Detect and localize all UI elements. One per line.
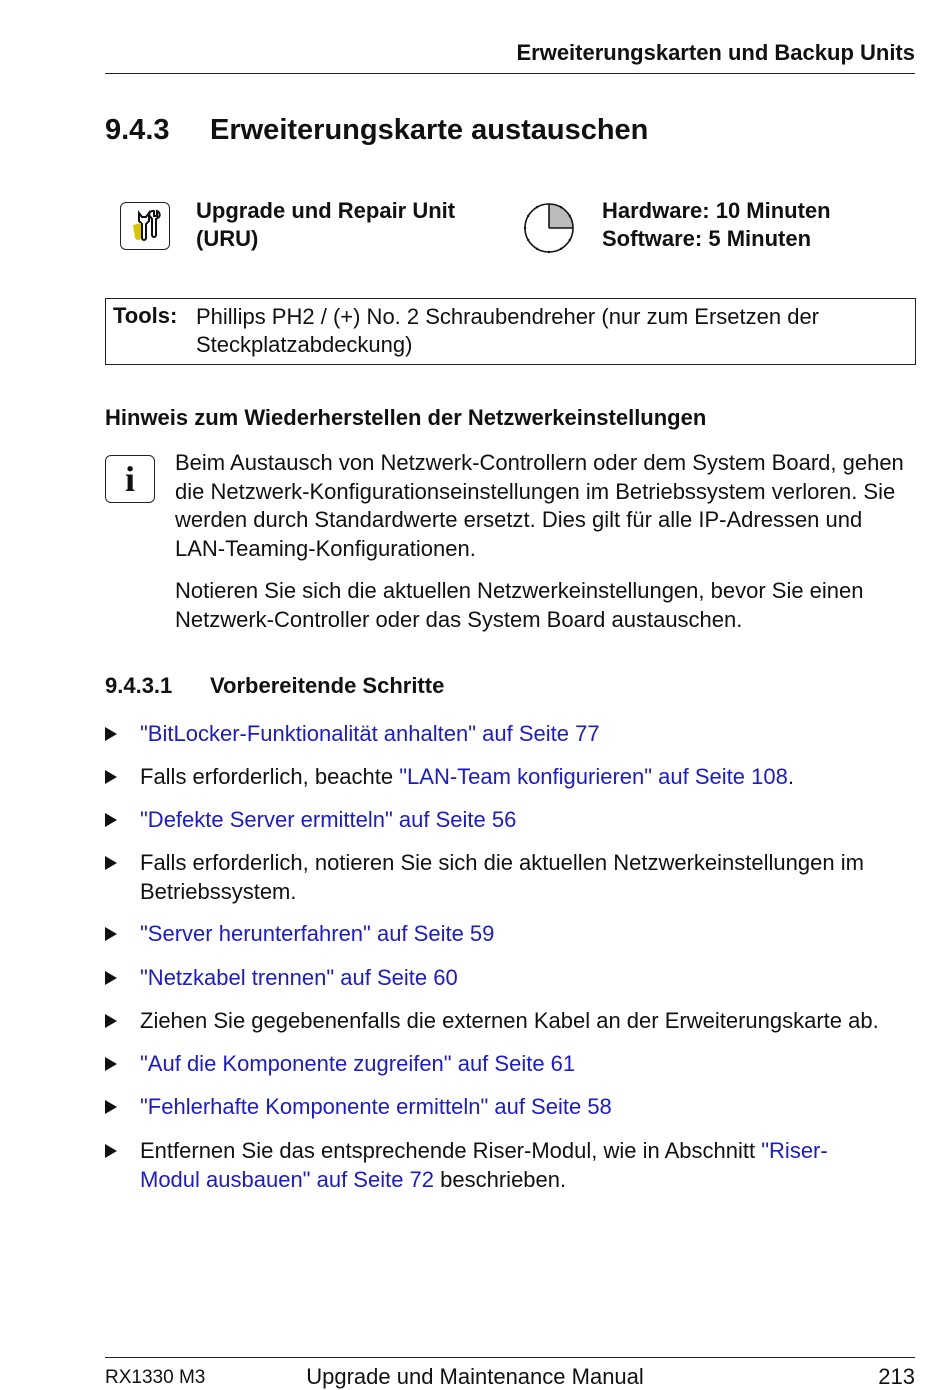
- time-software: Software: 5 Minuten: [602, 226, 812, 251]
- step-text: Falls erforderlich, notieren Sie sich die aktuellen Netzwerkeinstellungen im Betriebssystem.: [140, 850, 864, 904]
- cross-reference-link[interactable]: "Server herunterfahren" auf Seite 59: [140, 921, 495, 946]
- section-title: Erweiterungskarte austauschen: [210, 114, 649, 146]
- page-number: 213: [878, 1364, 915, 1389]
- time-hardware: Hardware: 10 Minuten: [602, 198, 831, 223]
- bullet-arrow-icon: [105, 1100, 117, 1114]
- footer-rule: [105, 1357, 915, 1358]
- section-number: 9.4.3: [105, 114, 170, 146]
- cross-reference-link[interactable]: "Auf die Komponente zugreifen" auf Seite 61: [140, 1051, 576, 1076]
- list-item: [105, 964, 920, 993]
- list-item: [105, 1050, 920, 1079]
- bullet-arrow-icon: [105, 856, 117, 870]
- subsection-number: 9.4.3.1: [105, 673, 173, 698]
- wrench-icon: [120, 202, 170, 250]
- list-item: [105, 1093, 920, 1122]
- bullet-arrow-icon: [105, 927, 117, 941]
- cross-reference-link[interactable]: "Fehlerhafte Komponente ermitteln" auf Seite 58: [140, 1094, 612, 1119]
- list-item: [105, 1137, 875, 1194]
- bullet-arrow-icon: [105, 1144, 117, 1158]
- step-text: beschrieben.: [434, 1166, 567, 1192]
- step-text: Entfernen Sie das entsprechende Riser-Modul, wie in Abschnitt: [140, 1138, 762, 1163]
- cross-reference-link[interactable]: "Riser-Modul ausbauen" auf Seite 72: [140, 1138, 828, 1192]
- note-heading: Hinweis zum Wiederherstellen der Netzwerkeinstellungen: [105, 405, 707, 430]
- note-paragraph-2: Notieren Sie sich die aktuellen Netzwerkeinstellungen, bevor Sie einen Netzwerk-Controller oder das System Board austauschen.: [175, 578, 864, 632]
- cross-reference-link[interactable]: "Defekte Server ermitteln" auf Seite 56: [140, 807, 517, 832]
- step-text: Falls erforderlich, beachte: [140, 764, 400, 789]
- list-item: [105, 720, 920, 749]
- tools-line1: Phillips PH2 / (+) No. 2 Schraubendreher (nur zum Ersetzen der: [196, 304, 820, 329]
- list-item: [105, 763, 920, 792]
- footer-product: RX1330 M3: [105, 1367, 206, 1388]
- subsection-title: Vorbereitende Schritte: [210, 673, 445, 698]
- tools-text: [196, 303, 896, 359]
- list-item: [105, 1007, 920, 1036]
- clock-icon: [521, 200, 577, 256]
- note-paragraph-1: Beim Austausch von Netzwerk-Controllern oder dem System Board, gehen die Netzwerk-Konfigurationseinstellungen im Betriebssystem verloren. Sie werden durch Standardwerte ersetzt. Dies gilt für alle IP-Adressen und LAN-Teaming-Konfigurationen.: [175, 450, 904, 561]
- cross-reference-link[interactable]: "Netzkabel trennen" auf Seite 60: [140, 965, 458, 990]
- info-icon: i: [105, 455, 155, 503]
- list-item: [105, 806, 920, 835]
- bullet-arrow-icon: [105, 971, 117, 985]
- bullet-arrow-icon: [105, 813, 117, 827]
- cross-reference-link[interactable]: "LAN-Team konfigurieren" auf Seite 108: [399, 764, 788, 789]
- unit-line2: (URU): [196, 226, 259, 251]
- footer-manual-title-text: Upgrade und Maintenance Manual: [306, 1364, 644, 1389]
- footer-manual-title: [0, 1364, 950, 1390]
- header-rule: [105, 73, 915, 74]
- tools-line2: Steckplatzabdeckung): [196, 332, 413, 357]
- running-header: Erweiterungskarten und Backup Units: [516, 40, 915, 65]
- unit-label: [196, 197, 455, 253]
- tools-label: Tools:: [113, 303, 178, 328]
- bullet-arrow-icon: [105, 770, 117, 784]
- bullet-arrow-icon: [105, 1057, 117, 1071]
- list-item: [105, 849, 920, 906]
- unit-line1: Upgrade und Repair Unit: [196, 198, 456, 223]
- list-item: [105, 920, 920, 949]
- step-text: .: [787, 764, 794, 789]
- step-text: Ziehen Sie gegebenenfalls die externen Kabel an der Erweiterungskarte ab.: [140, 1008, 879, 1033]
- cross-reference-link[interactable]: "BitLocker-Funktionalität anhalten" auf Seite 77: [140, 721, 600, 746]
- bullet-arrow-icon: [105, 1014, 117, 1028]
- bullet-arrow-icon: [105, 727, 117, 741]
- time-estimate: [602, 197, 831, 253]
